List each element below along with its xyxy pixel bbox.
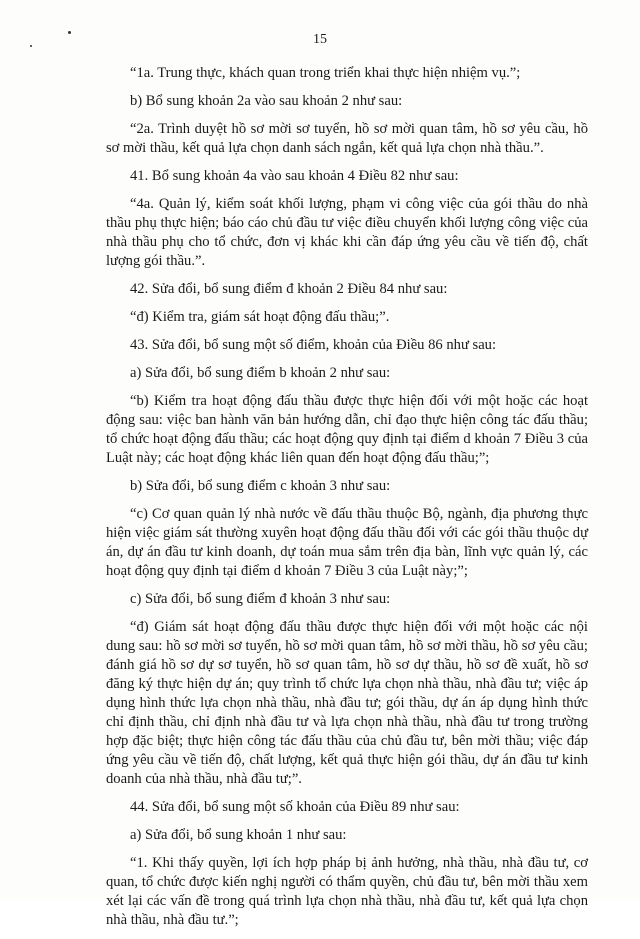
- paragraph: 43. Sửa đổi, bổ sung một số điểm, khoản của Điều 86 như sau:: [130, 337, 497, 353]
- paragraph: 42. Sửa đổi, bổ sung điểm đ khoản 2 Điều 84 như sau:: [130, 281, 448, 297]
- paragraph: “4a. Quản lý, kiểm soát khối lượng, phạm vi công việc của gói thầu do nhà thầu phụ thực hiện; báo cáo chủ đầu tư việc điều chuyển khối lượng công việc của nhà thầu phụ cho tổ chức, đơn vị khác khi cần đáp ứng yêu cầu về tiến độ, chất lượng gói thầu.”.: [106, 196, 588, 269]
- paragraph: b) Bổ sung khoản 2a vào sau khoản 2 như sau:: [130, 93, 403, 109]
- document-body: [106, 64, 588, 939]
- paragraph: a) Sửa đổi, bổ sung điểm b khoản 2 như sau:: [130, 365, 391, 381]
- paragraph: a) Sửa đổi, bổ sung khoản 1 như sau:: [130, 827, 347, 843]
- paragraph: “1a. Trung thực, khách quan trong triển khai thực hiện nhiệm vụ.”;: [130, 65, 521, 81]
- paragraph: 44. Sửa đổi, bổ sung một số khoản của Điều 89 như sau:: [130, 799, 460, 815]
- paragraph: 41. Bổ sung khoản 4a vào sau khoản 4 Điều 82 như sau:: [130, 168, 459, 184]
- paragraph: “b) Kiểm tra hoạt động đấu thầu được thực hiện đối với một hoặc các hoạt động sau: việc ban hành văn bản hướng dẫn, chỉ đạo thực hiện công tác đấu thầu; tổ chức hoạt động đấu thầu; các hoạt động quy định tại điểm d khoản 7 Điều 3 của Luật này; các hoạt động khác liên quan đến hoạt động đấu thầu;”;: [106, 393, 588, 466]
- paragraph: “đ) Giám sát hoạt động đấu thầu được thực hiện đối với một hoặc các nội dung sau: hồ sơ mời sơ tuyển, hồ sơ mời quan tâm, hồ sơ mời thầu, hồ sơ yêu cầu; đánh giá hồ sơ dự sơ tuyển, hồ sơ quan tâm, hồ sơ dự thầu, hồ sơ đề xuất, hồ sơ đăng ký thực hiện dự án; quy trình tổ chức lựa chọn nhà thầu, nhà đầu tư; việc áp dụng hình thức lựa chọn nhà thầu, nhà đầu tư; gói thầu, dự án áp dụng hình thức chỉ định thầu, chỉ định nhà đầu tư và lựa chọn nhà thầu, nhà đầu tư trong trường hợp đặc biệt; thực hiện công tác đấu thầu của chủ đầu tư, bên mời thầu; việc đáp ứng yêu cầu về tiến độ, chất lượng, kết quả thực hiện gói thầu, dự án đầu tư kinh doanh của nhà thầu, nhà đầu tư;”.: [106, 619, 588, 787]
- paragraph: “1. Khi thấy quyền, lợi ích hợp pháp bị ảnh hưởng, nhà thầu, nhà đầu tư, cơ quan, tổ chức được kiến nghị người có thẩm quyền, chủ đầu tư, bên mời thầu xem xét lại các vấn đề trong quá trình lựa chọn nhà thầu, nhà đầu tư, kết quả lựa chọn nhà thầu, nhà đầu tư.”;: [106, 855, 588, 928]
- paragraph: “c) Cơ quan quản lý nhà nước về đấu thầu thuộc Bộ, ngành, địa phương thực hiện việc giám sát thường xuyên hoạt động đấu thầu đối với các gói thầu thuộc dự án, dự án đầu tư kinh doanh, dự toán mua sắm trên địa bàn, lĩnh vực quản lý, các hoạt động quy định tại điểm d khoản 7 Điều 3 của Luật này;”;: [106, 506, 588, 579]
- paragraph: c) Sửa đổi, bổ sung điểm đ khoản 3 như sau:: [130, 591, 391, 607]
- paragraph: “đ) Kiểm tra, giám sát hoạt động đấu thầu;”.: [130, 309, 390, 325]
- paragraph: “2a. Trình duyệt hồ sơ mời sơ tuyển, hồ sơ mời quan tâm, hồ sơ yêu cầu, hồ sơ mời thầu, kết quả lựa chọn danh sách ngắn, kết quả lựa chọn nhà thầu.”.: [106, 121, 588, 156]
- paragraph: b) Sửa đổi, bổ sung điểm c khoản 3 như sau:: [130, 478, 391, 494]
- page-number: 15: [313, 32, 327, 47]
